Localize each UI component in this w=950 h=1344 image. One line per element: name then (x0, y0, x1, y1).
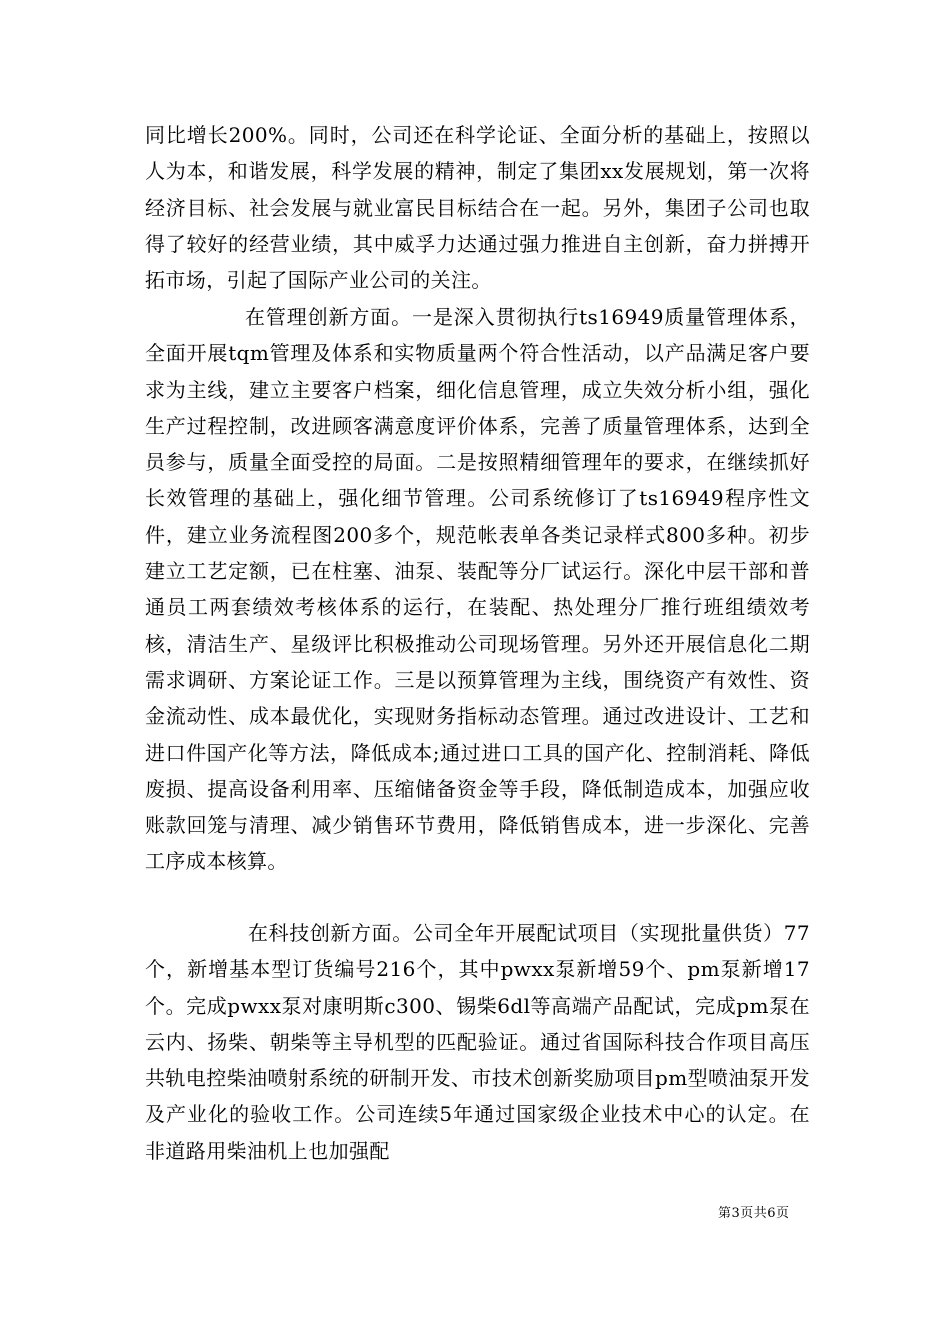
body-paragraph-2: 在管理创新方面。一是深入贯彻执行ts16949质量管理体系，全面开展tqm管理及体系和实物质量两个符合性活动，以产品满足客户要求为主线，建立主要客户档案，细化信息管理，成立失效分析小组，强化生产过程控制，改进顾客满意度评价体系，完善了质量管理体系，达到全员参与，质量全面受控的局面。二是按照精细管理年的要求，在继续抓好长效管理的基础上，强化细节管理。公司系统修订了ts16949程序性文件，建立业务流程图200多个，规范帐表单各类记录样式800多种。初步建立工艺定额，已在柱塞、油泵、装配等分厂试运行。深化中层干部和普通员工两套绩效考核体系的运行，在装配、热处理分厂推行班组绩效考核，清洁生产、星级评比积极推动公司现场管理。另外还开展信息化二期需求调研、方案论证工作。三是以预算管理为主线，围绕资产有效性、资金流动性、成本最优化，实现财务指标动态管理。通过改进设计、工艺和进口件国产化等方法，降低成本;通过进口工具的国产化、控制消耗、降低废损、提高设备利用率、压缩储备资金等手段，降低制造成本，加强应收账款回笼与清理、减少销售环节费用，降低销售成本，进一步深化、完善工序成本核算。 (145, 305, 810, 874)
page-number: 第3页共6页 (718, 1206, 790, 1221)
body-paragraph-3: 在科技创新方面。公司全年开展配试项目（实现批量供货）77个，新增基本型订货编号216个，其中pwxx泵新增59个、pm泵新增17个。完成pwxx泵对康明斯c300、锡柴6dl等高端产品配试，完成pm泵在云内、扬柴、朝柴等主导机型的匹配验证。通过省国际科技合作项目高压共轨电控柴油喷射系统的研制开发、市技术创新奖励项目pm型喷油泵开发及产业化的验收工作。公司连续5年通过国家级企业技术中心的认定。在非道路用柴油机上也加强配 (145, 921, 810, 1163)
body-paragraph-1: 同比增长200%。同时，公司还在科学论证、全面分析的基础上，按照以人为本，和谐发展，科学发展的精神，制定了集团xx发展规划，第一次将经济目标、社会发展与就业富民目标结合在一起。另外，集团子公司也取得了较好的经营业绩，其中威孚力达通过强力推进自主创新，奋力拼搏开拓市场，引起了国际产业公司的关注。 (145, 123, 810, 293)
